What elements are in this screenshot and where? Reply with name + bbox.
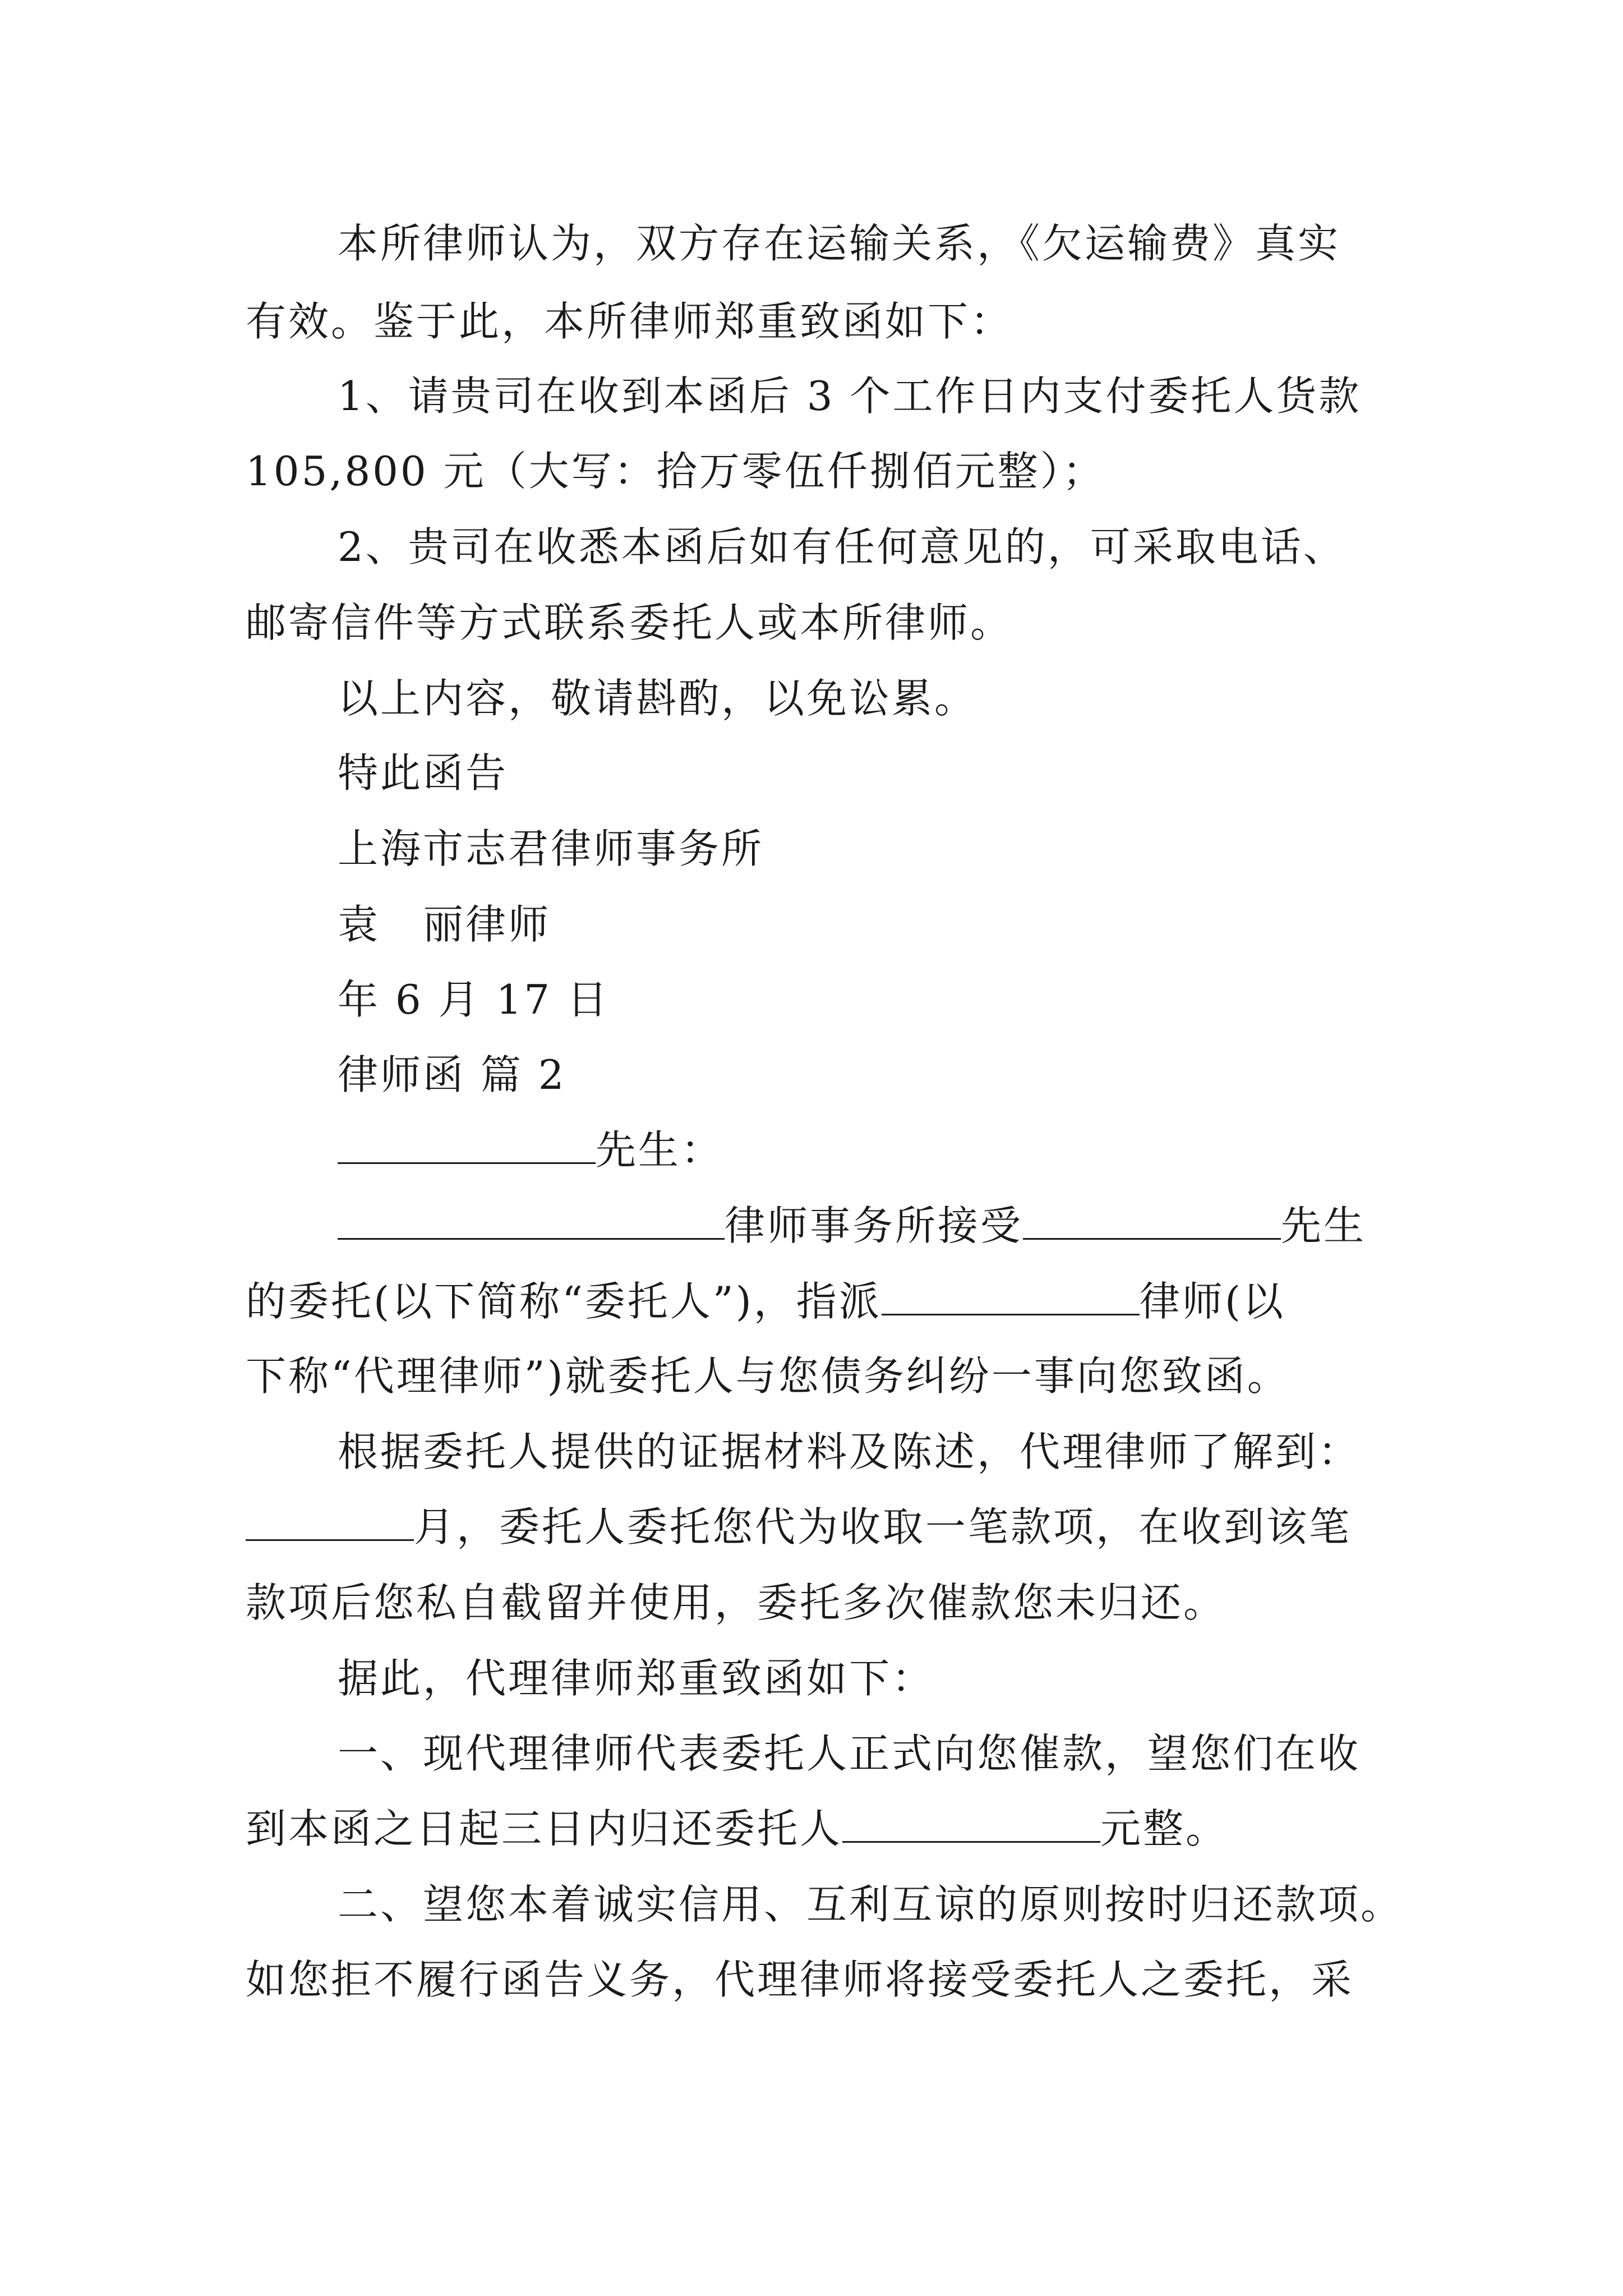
demands-intro: 据此，代理律师郑重致函如下：	[338, 1655, 935, 1702]
engagement-text-b: 先生	[1281, 1202, 1367, 1249]
demand-2-line-1: 二、望您本着诚实信用、互利互谅的原则按时归还款项。	[338, 1881, 1404, 1928]
blank-firm-name	[338, 1198, 725, 1240]
engagement-text-c: 的委托(以下简称“委托人”)，指派	[246, 1278, 882, 1325]
engagement-text-d: 律师(以	[1139, 1278, 1285, 1325]
facts-text-b: 月，委托人委托您代为收取一笔款项，在收到该笔	[414, 1503, 1352, 1550]
salutation-line	[338, 1116, 723, 1184]
paragraph-opinion-line-1: 本所律师认为，双方存在运输关系，《欠运输费》真实	[338, 220, 1341, 267]
demand-1-text-a: 到本函之日起三日内归还委托人	[246, 1805, 843, 1852]
blank-date	[246, 1499, 414, 1541]
demand-2-line-2: 如您拒不履行函告义务，代理律师将接受委托人之委托，采	[246, 1956, 1354, 2003]
item-1-line-1: 1、请贵司在收到本函后 3 个工作日内支付委托人货款	[338, 372, 1362, 420]
blank-amount	[842, 1801, 1100, 1843]
facts-line-3: 款项后您私自截留并使用，委托多次催款您未归还。	[246, 1579, 1227, 1626]
paragraph-opinion-line-2: 有效。鉴于此，本所律师郑重致函如下：	[246, 298, 1013, 345]
demand-1-text-b: 元整。	[1100, 1805, 1229, 1852]
lawyer-name: 袁 丽律师	[338, 901, 551, 948]
law-firm-name: 上海市志君律师事务所	[338, 825, 764, 872]
item-2-line-1: 2、贵司在收悉本函后如有任何意见的，可采取电话、	[338, 523, 1346, 570]
closing-remark: 以上内容，敬请斟酌，以免讼累。	[338, 675, 978, 722]
salutation-text: 先生：	[596, 1126, 724, 1174]
notice-line: 特此函告	[338, 749, 509, 797]
item-2-line-2: 邮寄信件等方式联系委托人或本所律师。	[246, 599, 1013, 646]
blank-client-name	[1023, 1198, 1281, 1240]
blank-recipient-name	[338, 1122, 596, 1164]
facts-line-1: 根据委托人提供的证据材料及陈述，代理律师了解到：	[338, 1428, 1361, 1475]
section-heading-2: 律师函 篇 2	[338, 1051, 566, 1098]
blank-lawyer-name	[882, 1273, 1140, 1315]
engagement-line-2	[246, 1268, 1285, 1335]
engagement-line-3: 下称“代理律师”)就委托人与您债务纠纷一事向您致函。	[246, 1352, 1290, 1400]
letter-date: 年 6 月 17 日	[338, 976, 610, 1023]
engagement-text-a: 律师事务所接受	[725, 1202, 1023, 1249]
demand-1-line-2	[246, 1795, 1228, 1862]
demand-1-line-1: 一、现代理律师代表委托人正式向您催款，望您们在收	[338, 1730, 1361, 1777]
item-1-line-2: 105,800 元（大写：拾万零伍仟捌佰元整）；	[246, 448, 1105, 495]
engagement-line-1	[338, 1192, 1366, 1259]
facts-line-2	[246, 1493, 1352, 1561]
